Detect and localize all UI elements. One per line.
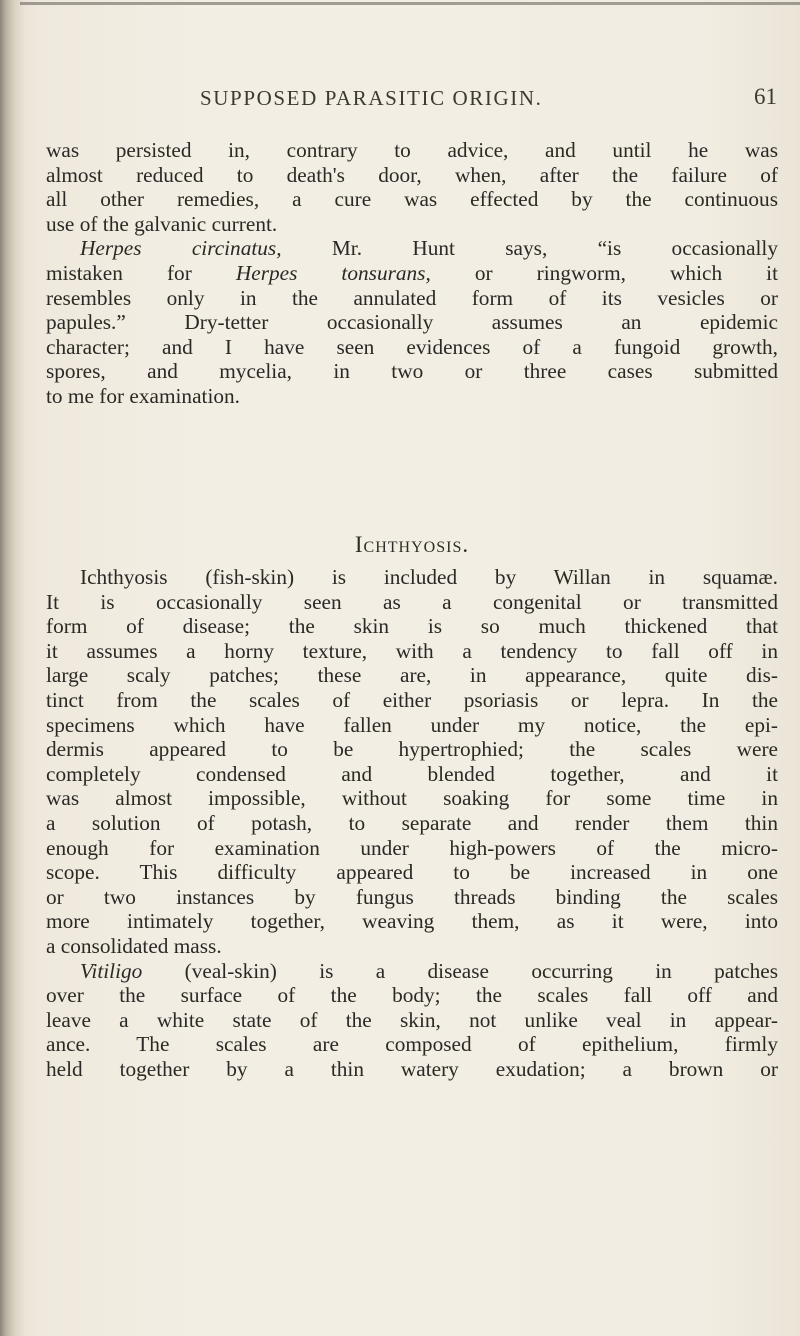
italic-term: Herpes tonsurans, xyxy=(235,260,431,285)
text-line: a consolidated mass. xyxy=(46,933,222,958)
text-line: dermis appeared to be hypertrophied; the scales were xyxy=(46,737,778,762)
running-head: SUPPOSED PARASITIC ORIGIN. xyxy=(200,86,543,110)
text-line: it assumes a horny texture, with a tendency to fall off in xyxy=(46,638,778,663)
text-line: enough for examination under high-powers of the micro- xyxy=(46,835,778,860)
text-line: specimens which have fallen under my notice, the epi- xyxy=(46,712,778,737)
text-line: Ichthyosis (fish-skin) is included by Willan in squamæ. xyxy=(80,565,778,589)
text-line: character; and I have seen evidences of a fungoid growth, xyxy=(46,334,778,359)
italic-term: Vitiligo xyxy=(80,958,143,983)
text-run: Mr. Hunt says, “is occasionally xyxy=(281,236,779,261)
text-line: to me for examination. xyxy=(46,383,240,408)
text-run: mistaken for xyxy=(46,260,236,285)
text-line: was persisted in, contrary to advice, and until he was xyxy=(46,138,778,162)
text-line: papules.” Dry-tetter occasionally assumes an epidemic xyxy=(46,310,778,335)
text-line: completely condensed and blended together, and it xyxy=(46,761,778,786)
text-line: a solution of potash, to separate and render them thin xyxy=(46,810,778,835)
section-heading: Ichthyosis. xyxy=(354,532,470,557)
text-line: held together by a thin watery exudation; a brown or xyxy=(46,1056,778,1081)
text-line xyxy=(46,236,778,261)
text-line: spores, and mycelia, in two or three cases submitted xyxy=(46,359,778,384)
text-line: It is occasionally seen as a congenital or transmitted xyxy=(46,589,778,614)
italic-term: Herpes circinatus, xyxy=(80,236,282,261)
text-line: more intimately together, weaving them, as it were, into xyxy=(46,909,778,934)
text-line xyxy=(46,959,778,984)
text-line: over the surface of the body; the scales fall off and xyxy=(46,983,778,1008)
text-line: scope. This difficulty appeared to be increased in one xyxy=(46,860,778,885)
text-line: almost reduced to death's door, when, after the failure of xyxy=(46,162,778,187)
text-line: form of disease; the skin is so much thickened that xyxy=(46,614,778,639)
paragraph-galvanic xyxy=(46,138,778,409)
text-line: resembles only in the annulated form of its vesicles or xyxy=(46,285,778,310)
text-line: leave a white state of the skin, not unlike veal in appear- xyxy=(46,1007,778,1032)
text-line: tinct from the scales of either psoriasis or lepra. In the xyxy=(46,687,778,712)
text-run: (veal-skin) is a disease occurring in patches xyxy=(142,958,778,983)
text-line: or two instances by fungus threads binding the scales xyxy=(46,884,778,909)
text-line: use of the galvanic current. xyxy=(46,211,278,236)
text-line xyxy=(46,261,778,286)
top-edge-rule xyxy=(20,2,800,5)
text-line: ance. The scales are composed of epithelium, firmly xyxy=(46,1032,778,1057)
text-line: was almost impossible, without soaking for some time in xyxy=(46,786,778,811)
page-gutter-shadow xyxy=(0,0,26,1336)
text-line: large scaly patches; these are, in appearance, quite dis- xyxy=(46,663,778,688)
page-number: 61 xyxy=(754,84,777,109)
paragraph-ichthyosis xyxy=(46,565,778,1081)
text-line: all other remedies, a cure was effected by the continuous xyxy=(46,187,778,212)
page-header xyxy=(200,86,777,114)
text-run: or ringworm, which it xyxy=(430,260,779,285)
